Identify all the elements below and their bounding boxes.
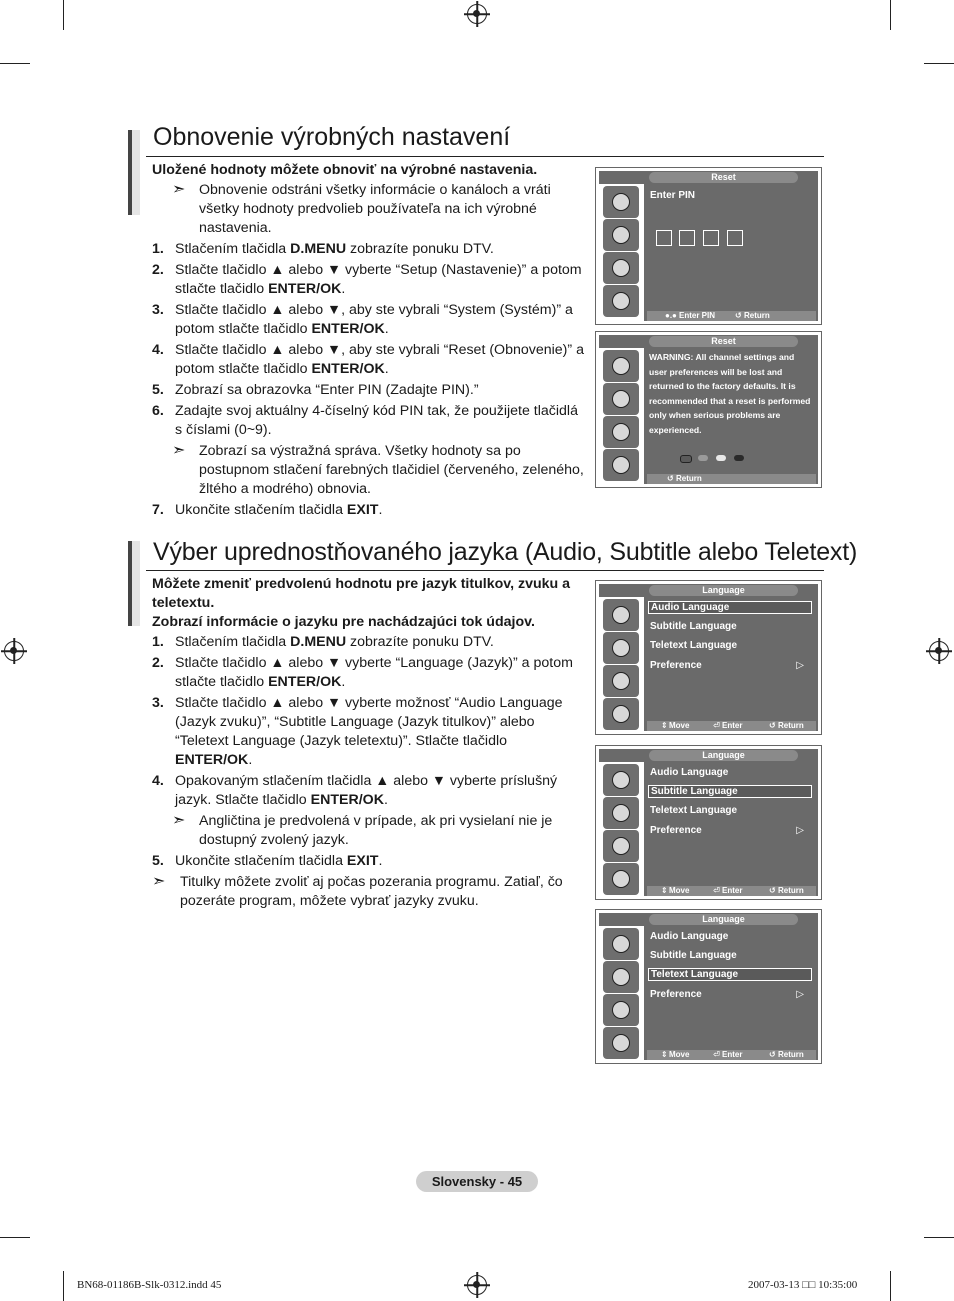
foot-move: Move [669,886,690,895]
menu-item-audio-language[interactable]: Audio Language [648,601,812,614]
foot-enter: Enter [722,721,743,730]
submenu-arrow-icon: ▷ [796,660,804,671]
setup-menu-icon [603,830,639,862]
osd-content [647,184,816,311]
picture-menu-icon [603,350,639,382]
osd-language-teletext [595,909,822,1064]
osd-sidebar [599,184,644,321]
sound-menu-icon [603,219,639,251]
picture-menu-icon [603,764,639,796]
picture-menu-icon [603,928,639,960]
section1-step: 6. Zadajte svoj aktuálny 4-číselný kód PIN tak, že použijete tlačidlá s číslami (0~9). [152,403,578,438]
menu-item-subtitle-language[interactable]: Subtitle Language [650,950,737,961]
sound-menu-icon [603,961,639,993]
osd-content [647,926,816,1050]
menu-item-subtitle-language[interactable]: Subtitle Language [648,785,812,798]
menu-item-preference[interactable]: Preference ▷ [650,989,804,1000]
registration-mark-icon [4,641,24,661]
section1-rule [146,156,824,157]
menu-item-teletext-language[interactable]: Teletext Language [648,968,812,981]
section-bar [128,130,140,215]
section1-note2: ➣ Zobrazí sa výstražná správa. Všetky hodnoty sa po postupnom stlačení farebných tlačidiel (červeného, zeleného, žltého a modrého) obnovia. [172,442,584,497]
input-menu-icon [603,285,639,317]
menu-item-audio-language[interactable]: Audio Language [650,767,729,778]
warning-text: WARNING: All channel settings and user preferences will be lost and returned to the factory defaults. It is recommended that a reset is performed only when serious problems are experienced. [649,352,811,435]
foot-enter: Enter [722,1050,743,1059]
red-button-dot [680,455,692,463]
osd-content [647,762,816,886]
crop-mark [0,1237,30,1238]
number-keys-icon: ●.● [665,311,677,320]
section1-step: 2. Stlačte tlačidlo ▲ alebo ▼ vyberte “Setup (Nastavenie)” a potom stlačte tlačidlo ENTER/OK. [152,262,582,297]
enter-pin-label: Enter PIN [650,190,696,201]
submenu-arrow-icon: ▷ [796,825,804,836]
picture-menu-icon [603,186,639,218]
yellow-button-dot [716,455,726,461]
blue-button-dot [734,455,744,461]
note-arrow-icon: ➣ [172,181,186,198]
crop-mark [890,1271,891,1301]
osd-sidebar [599,597,644,731]
move-icon: ⇕ [661,721,668,730]
osd-sidebar [599,762,644,896]
foot-return: Return [778,1050,804,1059]
section2-step: 5. Ukončite stlačením tlačidla EXIT. [152,853,383,869]
section2-step: 1. Stlačením tlačidla D.MENU zobrazíte ponuku DTV. [152,634,494,650]
osd-language-audio [595,580,822,735]
osd-title: Language [649,750,798,761]
crop-mark [0,63,30,64]
setup-menu-icon [603,665,639,697]
section2-intro2: Zobrazí informácie o jazyku pre nachádzajúci tok údajov. [152,614,535,630]
section1-body [152,161,587,522]
foot-enter-pin: Enter PIN [679,311,716,320]
osd-title: Language [649,914,798,925]
move-icon: ⇕ [661,886,668,895]
foot-move: Move [669,1050,690,1059]
submenu-arrow-icon: ▷ [796,989,804,1000]
menu-item-teletext-language[interactable]: Teletext Language [650,640,738,651]
input-menu-icon [603,698,639,730]
osd-title: Reset [649,336,798,347]
crop-mark [924,1237,954,1238]
return-icon: ↺ [769,886,776,895]
section2-step: 3. Stlačte tlačidlo ▲ alebo ▼ vyberte možnosť “Audio Language (Jazyk zvuku)”, “Subtitle Language (Jazyk titulkov)” alebo “Teletext Language (Jazyk teletextu)”. Stlačte tlačidlo ENTER/OK. [152,695,563,768]
section2-note2: ➣ Titulky môžete zvoliť aj počas pozerania programu. Zatiaľ, čo pozeráte program, môžete vybrať jazyky zvuku. [152,873,563,909]
osd-title: Language [649,585,798,596]
section2-note1: ➣ Angličtina je predvolená v prípade, ak pri vysielaní nie je dostupný zvolený jazyk. [172,812,553,848]
menu-item-teletext-language[interactable]: Teletext Language [650,805,738,816]
osd-footer [647,311,816,321]
page-number-label: Slovensky - 45 [416,1171,538,1192]
section1-note1: ➣ Obnovenie odstráni všetky informácie o kanáloch a vráti všetky hodnoty predvolieb používateľa na ich výrobné nastavenia. [172,181,551,236]
section2-rule [146,570,824,571]
pin-digit-box[interactable] [727,230,743,246]
move-icon: ⇕ [661,1050,668,1059]
foot-return: Return [778,886,804,895]
section1-step: 5. Zobrazí sa obrazovka “Enter PIN (Zadajte PIN).” [152,382,479,398]
foot-enter: Enter [722,886,743,895]
osd-content [647,597,816,721]
osd-sidebar [599,348,644,484]
input-menu-icon [603,449,639,481]
menu-item-audio-language[interactable]: Audio Language [650,931,729,942]
menu-item-preference[interactable]: Preference ▷ [650,660,804,671]
section1-step: 7. Ukončite stlačením tlačidla EXIT. [152,502,383,518]
setup-menu-icon [603,994,639,1026]
osd-footer [647,721,816,731]
pin-digit-box[interactable] [656,230,672,246]
picture-menu-icon [603,599,639,631]
registration-mark-icon [467,1275,487,1295]
menu-item-subtitle-language[interactable]: Subtitle Language [650,621,737,632]
note-arrow-icon: ➣ [152,873,166,890]
osd-content [647,348,816,474]
pin-digit-box[interactable] [679,230,695,246]
crop-mark [890,0,891,30]
foot-return: Return [778,721,804,730]
footer-date: 2007-03-13 □□ 10:35:00 [748,1279,858,1291]
menu-item-preference[interactable]: Preference ▷ [650,825,804,836]
setup-menu-icon [603,416,639,448]
section1-step: 1. Stlačením tlačidla D.MENU zobrazíte ponuku DTV. [152,241,494,257]
section2-intro1: Môžete zmeniť predvolenú hodnotu pre jazyk titulkov, zvuku a teletextu. [152,576,571,611]
crop-mark [63,0,64,30]
note-arrow-icon: ➣ [172,442,186,459]
return-icon: ↺ [769,721,776,730]
foot-return: Return [676,474,702,483]
green-button-dot [698,455,708,461]
section2-title: Výber uprednostňovaného jazyka (Audio, Subtitle alebo Teletext) [153,538,858,566]
registration-mark-icon [929,641,949,661]
section-bar [128,541,140,626]
registration-mark-icon [467,4,487,24]
foot-move: Move [669,721,690,730]
pin-digit-box[interactable] [703,230,719,246]
sound-menu-icon [603,797,639,829]
section2-step: 2. Stlačte tlačidlo ▲ alebo ▼ vyberte “Language (Jazyk)” a potom stlačte tlačidlo ENTER/OK. [152,655,573,690]
sound-menu-icon [603,632,639,664]
return-icon: ↺ [735,311,742,320]
osd-reset-pin [595,167,822,325]
input-menu-icon [603,863,639,895]
section2-body [152,575,587,913]
enter-icon: ⏎ [713,886,720,895]
osd-reset-warning [595,331,822,488]
section1-step: 3. Stlačte tlačidlo ▲ alebo ▼, aby ste vybrali “System (Systém)” a potom stlačte tlačidlo ENTER/OK. [152,302,573,337]
crop-mark [63,1271,64,1301]
footer-file: BN68-01186B-Slk-0312.indd 45 [77,1279,222,1291]
osd-footer [647,474,816,484]
osd-title: Reset [649,172,798,183]
section1-step: 4. Stlačte tlačidlo ▲ alebo ▼, aby ste vybrali “Reset (Obnovenie)” a potom stlačte tlačidlo ENTER/OK. [152,342,584,377]
section1-title: Obnovenie výrobných nastavení [153,123,511,151]
osd-footer [647,1050,816,1060]
crop-mark [924,63,954,64]
osd-sidebar [599,926,644,1060]
foot-return: Return [744,311,770,320]
input-menu-icon [603,1027,639,1059]
osd-language-subtitle [595,745,822,900]
section2-step: 4. Opakovaným stlačením tlačidla ▲ alebo ▼ vyberte príslušný jazyk. Stlačte tlačidlo ENTER/OK. [152,773,558,808]
note-arrow-icon: ➣ [172,812,186,829]
return-icon: ↺ [769,1050,776,1059]
enter-icon: ⏎ [713,721,720,730]
enter-icon: ⏎ [713,1050,720,1059]
return-icon: ↺ [667,474,674,483]
setup-menu-icon [603,252,639,284]
sound-menu-icon [603,383,639,415]
osd-footer [647,886,816,896]
section1-intro: Uložené hodnoty môžete obnoviť na výrobné nastavenia. [152,162,538,178]
